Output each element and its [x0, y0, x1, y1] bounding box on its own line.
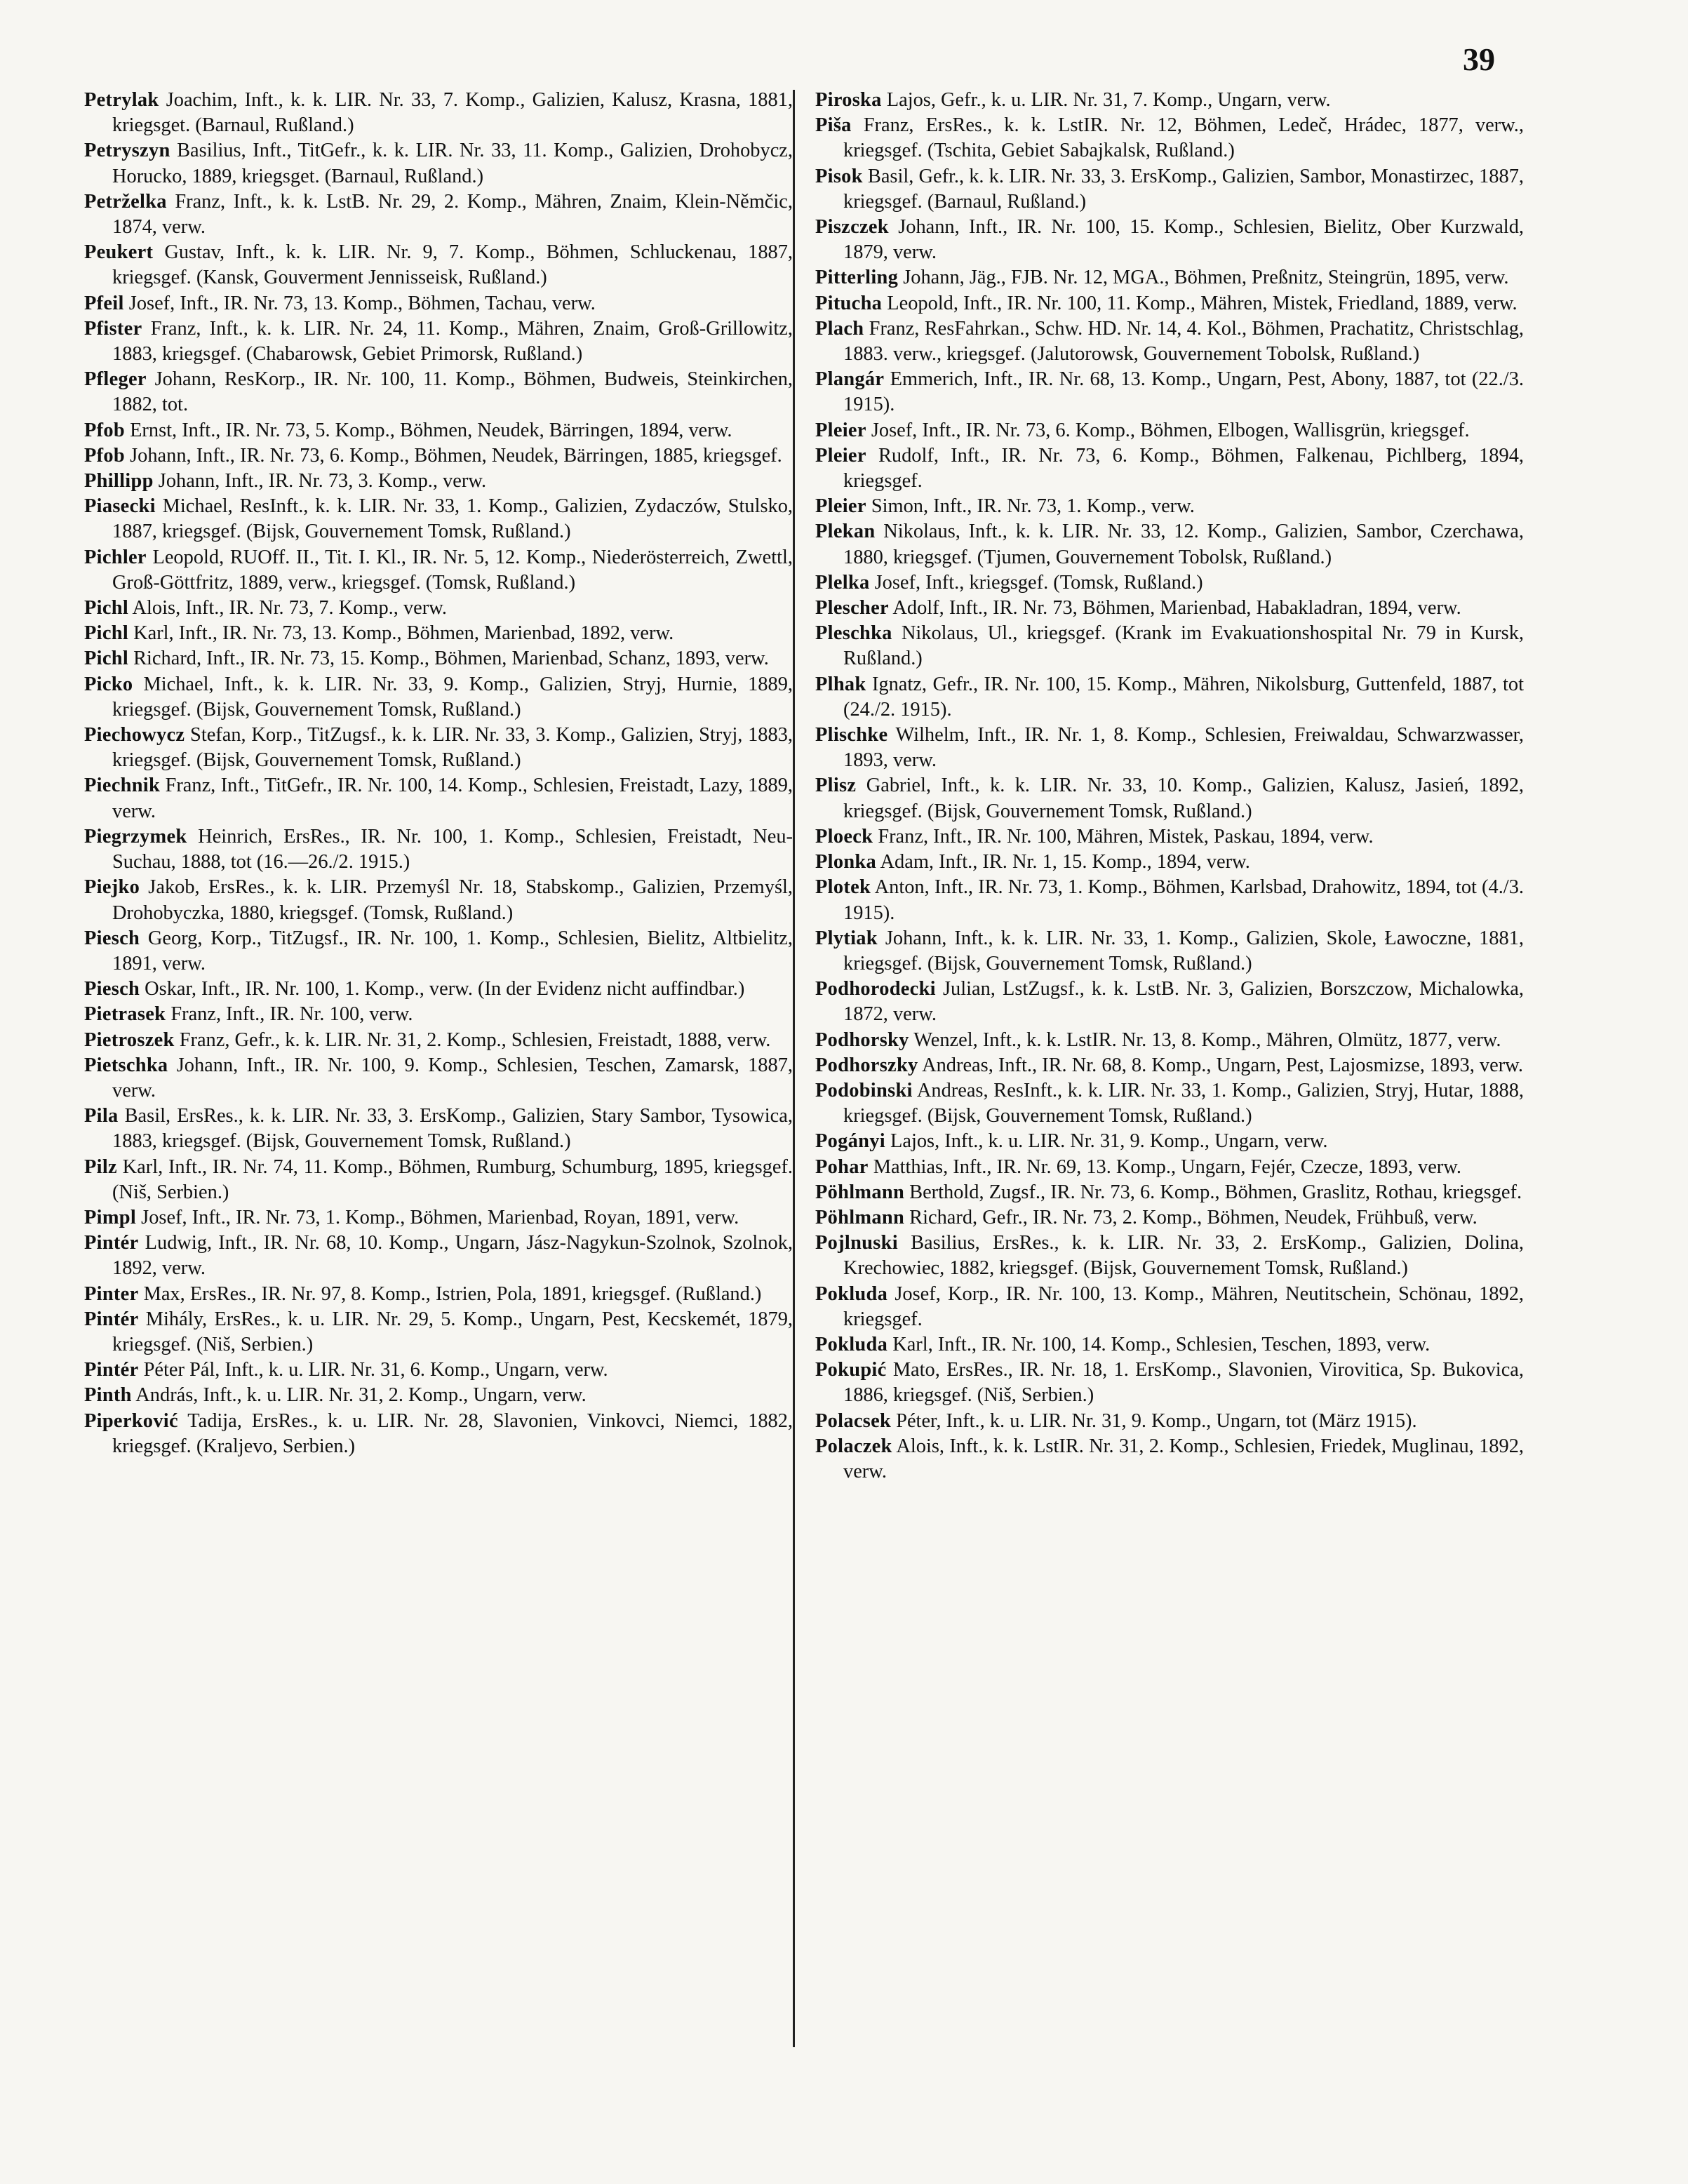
list-entry [815, 1205, 1524, 1231]
entry-surname: Plangár [815, 368, 885, 391]
list-entry [84, 443, 793, 469]
page-number: 39 [1463, 41, 1495, 77]
list-entry [815, 850, 1524, 875]
entry-details: Josef, Korp., IR. Nr. 100, 13. Komp., Mähren, Neutitschein, Schönau, 1892, kriegsgef. [843, 1282, 1524, 1330]
entry-surname: Pleier [815, 419, 866, 441]
list-entry [815, 570, 1524, 596]
entry-surname: Pokluda [815, 1282, 888, 1305]
entry-details: Ernst, Inft., IR. Nr. 73, 5. Komp., Böhmen, Neudek, Bärringen, 1894, verw. [124, 419, 732, 441]
list-entry [84, 1383, 793, 1408]
list-entry [84, 469, 793, 494]
entry-surname: Plonka [815, 851, 876, 873]
entry-details: Franz, Inft., IR. Nr. 100, verw. [166, 1003, 413, 1026]
entry-surname: Ploeck [815, 825, 873, 848]
entry-surname: Petrželka [84, 190, 167, 213]
entry-details: Julian, LstZugsf., k. k. LstB. Nr. 3, Galizien, Borszczow, Michalowka, 1872, verw. [843, 978, 1524, 1026]
entry-surname: Pogányi [815, 1130, 885, 1153]
list-entry [815, 824, 1524, 850]
list-entry [84, 545, 793, 596]
entry-details: Jakob, ErsRes., k. k. LIR. Przemyśl Nr. 18, Stabskomp., Galizien, Przemyśl, Drohobyczka, 1880, kriegsgef. (Tomsk, Rußland.) [112, 876, 793, 924]
entry-details: Basil, ErsRes., k. k. LIR. Nr. 33, 3. ErsKomp., Galizien, Stary Sambor, Tysowica, 1883, kriegsgef. (Bijsk, Gouvernement Tomsk, Rußland.) [112, 1105, 793, 1153]
entry-details: Lajos, Inft., k. u. LIR. Nr. 31, 9. Komp., Ungarn, verw. [885, 1130, 1328, 1153]
list-entry [815, 926, 1524, 977]
entry-details: Wilhelm, Inft., IR. Nr. 1, 8. Komp., Schlesien, Freiwaldau, Schwarzwasser, 1893, verw. [843, 724, 1524, 772]
entry-surname: Picko [84, 673, 133, 695]
entry-details: Tadija, ErsRes., k. u. LIR. Nr. 28, Slavonien, Vinkovci, Niemci, 1882, kriegsgef. (Kraljevo, Serbien.) [112, 1409, 793, 1457]
entry-surname: Pietroszek [84, 1029, 175, 1051]
list-entry [815, 164, 1524, 215]
entry-details: Andreas, ResInft., k. k. LIR. Nr. 33, 1. Komp., Galizien, Stryj, Hutar, 1888, kriegsgef. (Bijsk, Gouvernement Tomsk, Rußland.) [843, 1079, 1524, 1127]
entry-surname: Pila [84, 1105, 119, 1127]
entry-details: Emmerich, Inft., IR. Nr. 68, 13. Komp., Ungarn, Pest, Abony, 1887, tot (22./3. 1915). [843, 368, 1524, 416]
list-entry [815, 291, 1524, 316]
right-column [815, 88, 1524, 1485]
entry-surname: Plischke [815, 724, 888, 746]
entry-details: Max, ErsRes., IR. Nr. 97, 8. Komp., Istrien, Pola, 1891, kriegsgef. (Rußland.) [138, 1282, 762, 1305]
list-entry [815, 773, 1524, 824]
entry-surname: Pichler [84, 546, 147, 568]
entry-details: Johann, Inft., k. k. LIR. Nr. 33, 1. Komp., Galizien, Skole, Ławoczne, 1881, kriegsgef. (Bijsk, Gouvernement Tomsk, Rußland.) [843, 927, 1524, 974]
entry-details: Adam, Inft., IR. Nr. 1, 15. Komp., 1894, verw. [876, 851, 1250, 873]
entry-surname: Pichl [84, 648, 129, 670]
column-divider [793, 90, 795, 2047]
entry-surname: Piesch [84, 978, 140, 1000]
list-entry [815, 1409, 1524, 1434]
entry-surname: Pleschka [815, 622, 892, 645]
list-entry [815, 621, 1524, 671]
list-entry [815, 875, 1524, 925]
list-entry [84, 291, 793, 316]
list-entry [84, 926, 793, 977]
list-entry [815, 1434, 1524, 1485]
list-entry [815, 367, 1524, 417]
list-entry [84, 621, 793, 646]
list-entry [815, 977, 1524, 1027]
entry-surname: Pietrasek [84, 1003, 166, 1026]
entry-details: Johann, Jäg., FJB. Nr. 12, MGA., Böhmen, Preßnitz, Steingrün, 1895, verw. [898, 267, 1509, 289]
entry-surname: Pfeil [84, 292, 124, 314]
entry-surname: Pichl [84, 622, 129, 645]
entry-surname: Pimpl [84, 1206, 137, 1228]
entry-details: Leopold, RUOff. II., Tit. I. Kl., IR. Nr. 5, 12. Komp., Niederösterreich, Zwettl, Groß-Göttfritz, 1889, verw., kriegsgef. (Tomsk, Rußland.) [112, 546, 793, 594]
entry-surname: Podhorodecki [815, 978, 936, 1000]
entry-surname: Pleier [815, 495, 866, 518]
entry-details: Gustav, Inft., k. k. LIR. Nr. 9, 7. Komp., Böhmen, Schluckenau, 1887, kriegsgef. (Kansk, Gouverment Jennisseisk, Rußland.) [112, 241, 793, 289]
entry-surname: Pfob [84, 419, 125, 441]
entry-surname: Plhak [815, 673, 866, 695]
list-entry [84, 723, 793, 773]
list-entry [84, 138, 793, 189]
entry-surname: Plytiak [815, 927, 878, 949]
list-entry [84, 1155, 793, 1205]
entry-surname: Pintér [84, 1359, 139, 1381]
entry-surname: Podhorsky [815, 1029, 909, 1051]
entry-details: Franz, Gefr., k. k. LIR. Nr. 31, 2. Komp., Schlesien, Freistadt, 1888, verw. [174, 1029, 771, 1051]
entry-surname: Pfob [84, 444, 125, 467]
list-entry [815, 596, 1524, 621]
left-column [84, 88, 793, 1459]
list-entry [815, 1231, 1524, 1281]
list-entry [84, 646, 793, 671]
entry-surname: Pokupić [815, 1359, 887, 1381]
entry-surname: Plisz [815, 775, 857, 797]
entry-details: Andreas, Inft., IR. Nr. 68, 8. Komp., Ungarn, Pest, Lajosmizse, 1893, verw. [918, 1054, 1523, 1076]
entry-surname: Piegrzymek [84, 825, 187, 848]
list-entry [84, 1002, 793, 1027]
list-entry [84, 875, 793, 925]
list-entry [84, 596, 793, 621]
entry-details: Lajos, Gefr., k. u. LIR. Nr. 31, 7. Komp., Ungarn, verw. [881, 89, 1331, 111]
list-entry [84, 189, 793, 240]
list-entry [84, 88, 793, 138]
entry-surname: Polacsek [815, 1409, 892, 1432]
entry-surname: Pokluda [815, 1333, 888, 1355]
list-entry [815, 494, 1524, 519]
list-entry [84, 1231, 793, 1281]
entry-details: Michael, Inft., k. k. LIR. Nr. 33, 9. Komp., Galizien, Stryj, Hurnie, 1889, kriegsgef. (Bijsk, Gouvernement Tomsk, Rußland.) [112, 673, 793, 721]
entry-details: Matthias, Inft., IR. Nr. 69, 13. Komp., Ungarn, Fejér, Czecze, 1893, verw. [868, 1155, 1462, 1178]
list-entry [84, 367, 793, 417]
entry-details: Johann, ResKorp., IR. Nr. 100, 11. Komp., Böhmen, Budweis, Steinkirchen, 1882, tot. [112, 368, 793, 416]
entry-details: Adolf, Inft., IR. Nr. 73, Böhmen, Marienbad, Habakladran, 1894, verw. [888, 597, 1461, 619]
entry-surname: Pohar [815, 1155, 869, 1178]
entry-surname: Pintér [84, 1308, 139, 1330]
entry-surname: Podobinski [815, 1079, 913, 1101]
entry-surname: Plotek [815, 876, 871, 899]
entry-surname: Pietschka [84, 1054, 168, 1076]
list-entry [815, 1078, 1524, 1129]
entry-details: Wenzel, Inft., k. k. LstIR. Nr. 13, 8. Komp., Mähren, Olmütz, 1877, verw. [909, 1029, 1501, 1051]
entry-details: Alois, Inft., k. k. LstIR. Nr. 31, 2. Komp., Schlesien, Friedek, Muglinau, 1892, verw. [843, 1435, 1524, 1482]
entry-surname: Pintér [84, 1232, 139, 1254]
entry-details: Mato, ErsRes., IR. Nr. 18, 1. ErsKomp., Slavonien, Virovitica, Sp. Bukovica, 1886, kriegsgef. (Niš, Serbien.) [843, 1359, 1524, 1407]
list-entry [84, 773, 793, 824]
entry-surname: Pfleger [84, 368, 147, 391]
entry-surname: Pinth [84, 1384, 132, 1407]
entry-details: Oskar, Inft., IR. Nr. 100, 1. Komp., verw. (In der Evidenz nicht auffindbar.) [140, 978, 745, 1000]
entry-details: Leopold, Inft., IR. Nr. 100, 11. Komp., Mähren, Mistek, Friedland, 1889, verw. [882, 292, 1518, 314]
entry-surname: Piszczek [815, 216, 889, 239]
entry-details: Rudolf, Inft., IR. Nr. 73, 6. Komp., Böhmen, Falkenau, Pichlberg, 1894, kriegsgef. [843, 444, 1524, 493]
entry-surname: Pöhlmann [815, 1206, 905, 1228]
entry-details: Franz, ResFahrkan., Schw. HD. Nr. 14, 4. Kol., Böhmen, Prachatitz, Christschlag, 1883. verw., kriegsgef. (Jalutorowsk, Gouvernement Tobolsk, Rußland.) [843, 317, 1524, 366]
entry-details: Nikolaus, Ul., kriegsgef. (Krank im Evakuationshospital Nr. 79 in Kursk, Rußland.) [843, 622, 1524, 670]
entry-details: Simon, Inft., IR. Nr. 73, 1. Komp., verw. [866, 495, 1195, 518]
entry-surname: Polaczek [815, 1435, 892, 1457]
entry-surname: Piejko [84, 876, 140, 899]
entry-details: Ludwig, Inft., IR. Nr. 68, 10. Komp., Ungarn, Jász-Nagykun-Szolnok, Szolnok, 1892, verw. [112, 1232, 793, 1280]
list-entry [815, 1332, 1524, 1358]
list-entry [815, 316, 1524, 367]
entry-details: Ignatz, Gefr., IR. Nr. 100, 15. Komp., Mähren, Nikolsburg, Guttenfeld, 1887, tot (24./2. 1915). [843, 673, 1524, 721]
list-entry [84, 418, 793, 443]
list-entry [815, 443, 1524, 494]
entry-surname: Pitterling [815, 267, 899, 289]
list-entry [815, 215, 1524, 265]
entry-details: Péter, Inft., k. u. LIR. Nr. 31, 9. Komp., Ungarn, tot (März 1915). [891, 1409, 1417, 1432]
entry-details: Stefan, Korp., TitZugsf., k. k. LIR. Nr. 33, 3. Komp., Galizien, Stryj, 1883, kriegsgef. (Bijsk, Gouvernement Tomsk, Rußland.) [112, 724, 793, 772]
entry-details: Karl, Inft., IR. Nr. 74, 11. Komp., Böhmen, Rumburg, Schumburg, 1895, kriegsgef. (Niš, Serbien.) [112, 1155, 793, 1203]
entry-details: Richard, Inft., IR. Nr. 73, 15. Komp., Böhmen, Marienbad, Schanz, 1893, verw. [128, 648, 769, 670]
entry-surname: Podhorszky [815, 1054, 918, 1076]
entry-details: Richard, Gefr., IR. Nr. 73, 2. Komp., Böhmen, Neudek, Frühbuß, verw. [904, 1206, 1478, 1228]
entry-details: Franz, Inft., IR. Nr. 100, Mähren, Mistek, Paskau, 1894, verw. [873, 825, 1374, 848]
entry-details: Karl, Inft., IR. Nr. 73, 13. Komp., Böhmen, Marienbad, 1892, verw. [128, 622, 674, 645]
entry-details: Josef, Inft., IR. Nr. 73, 1. Komp., Böhmen, Marienbad, Royan, 1891, verw. [136, 1206, 739, 1228]
entry-details: Karl, Inft., IR. Nr. 100, 14. Komp., Schlesien, Teschen, 1893, verw. [887, 1333, 1431, 1355]
entry-surname: Piesch [84, 927, 140, 949]
list-entry [84, 240, 793, 290]
entry-surname: Peukert [84, 241, 154, 264]
entry-surname: Plach [815, 317, 864, 340]
entry-surname: Piechnik [84, 775, 161, 797]
list-entry [815, 519, 1524, 570]
entry-details: Basil, Gefr., k. k. LIR. Nr. 33, 3. ErsKomp., Galizien, Sambor, Monastirzec, 1887, kriegsgef. (Barnaul, Rußland.) [843, 165, 1524, 213]
list-entry [84, 1053, 793, 1104]
list-entry [815, 1129, 1524, 1154]
entry-surname: Pitucha [815, 292, 883, 314]
entry-details: Franz, Inft., TitGefr., IR. Nr. 100, 14. Komp., Schlesien, Freistadt, Lazy, 1889, verw. [112, 775, 793, 822]
entry-surname: Petryszyn [84, 140, 170, 162]
entry-details: Johann, Inft., IR. Nr. 100, 9. Komp., Schlesien, Teschen, Zamarsk, 1887, verw. [112, 1054, 793, 1101]
entry-details: Basilius, Inft., TitGefr., k. k. LIR. Nr. 33, 11. Komp., Galizien, Drohobycz, Horucko, 1889, kriegsget. (Barnaul, Rußland.) [112, 140, 793, 187]
list-entry [84, 1205, 793, 1231]
entry-surname: Piechowycz [84, 724, 185, 746]
entry-details: Anton, Inft., IR. Nr. 73, 1. Komp., Böhmen, Karlsbad, Drahowitz, 1894, tot (4./3. 1915). [843, 876, 1524, 924]
list-entry [84, 1307, 793, 1358]
entry-details: Johann, Inft., IR. Nr. 73, 3. Komp., verw. [153, 470, 487, 493]
entry-surname: Pöhlmann [815, 1181, 905, 1203]
list-entry [815, 1358, 1524, 1408]
list-entry [815, 1053, 1524, 1078]
entry-details: Georg, Korp., TitZugsf., IR. Nr. 100, 1. Komp., Schlesien, Bielitz, Altbielitz, 1891, verw. [112, 927, 793, 974]
list-entry [815, 672, 1524, 723]
list-entry [84, 1028, 793, 1053]
entry-details: Joachim, Inft., k. k. LIR. Nr. 33, 7. Komp., Galizien, Kalusz, Krasna, 1881, kriegsget. (Barnaul, Rußland.) [112, 89, 793, 137]
entry-details: Berthold, Zugsf., IR. Nr. 73, 6. Komp., Böhmen, Graslitz, Rothau, kriegsgef. [904, 1181, 1522, 1203]
entry-details: Franz, Inft., k. k. LstB. Nr. 29, 2. Komp., Mähren, Znaim, Klein-Němčic, 1874, verw. [112, 190, 793, 239]
list-entry [815, 1155, 1524, 1180]
list-entry [815, 1180, 1524, 1205]
entry-details: Josef, Inft., IR. Nr. 73, 13. Komp., Böhmen, Tachau, verw. [123, 292, 596, 314]
entry-details: Gabriel, Inft., k. k. LIR. Nr. 33, 10. Komp., Galizien, Kalusz, Jasień, 1892, kriegsgef. (Bijsk, Gouvernement Tomsk, Rußland.) [843, 775, 1524, 822]
list-entry [84, 1104, 793, 1154]
entry-details: Heinrich, ErsRes., IR. Nr. 100, 1. Komp., Schlesien, Freistadt, Neu-Suchau, 1888, tot (16.—26./2. 1915.) [112, 825, 793, 873]
entry-details: Alois, Inft., IR. Nr. 73, 7. Komp., verw. [128, 597, 447, 619]
entry-surname: Phillipp [84, 470, 154, 493]
list-entry [84, 977, 793, 1002]
list-entry [84, 316, 793, 367]
list-entry [815, 113, 1524, 163]
list-entry [815, 1282, 1524, 1332]
entry-surname: Plescher [815, 597, 889, 619]
entry-surname: Pinter [84, 1282, 139, 1305]
entry-details: András, Inft., k. u. LIR. Nr. 31, 2. Komp., Ungarn, verw. [131, 1384, 587, 1407]
entry-surname: Pisok [815, 165, 863, 187]
entry-surname: Petrylak [84, 89, 159, 111]
entry-surname: Plekan [815, 521, 876, 543]
list-entry [84, 1358, 793, 1383]
entry-details: Péter Pál, Inft., k. u. LIR. Nr. 31, 6. Komp., Ungarn, verw. [138, 1359, 608, 1381]
entry-details: Basilius, ErsRes., k. k. LIR. Nr. 33, 2. ErsKomp., Galizien, Dolina, Krechowiec, 1882, kriegsgef. (Bijsk, Gouvernement Tomsk, Rußland.) [843, 1232, 1524, 1280]
entry-surname: Plelka [815, 571, 870, 594]
list-entry [815, 418, 1524, 443]
entry-surname: Pojlnuski [815, 1232, 898, 1254]
list-entry [815, 723, 1524, 773]
list-entry [84, 1282, 793, 1307]
list-entry [84, 672, 793, 723]
list-entry [815, 1028, 1524, 1053]
entry-surname: Pichl [84, 597, 129, 619]
list-entry [815, 88, 1524, 113]
entry-details: Josef, Inft., kriegsgef. (Tomsk, Rußland.) [869, 571, 1203, 594]
entry-details: Nikolaus, Inft., k. k. LIR. Nr. 33, 12. Komp., Galizien, Sambor, Czerchawa, 1880, kriegsgef. (Tjumen, Gouvernement Tobolsk, Rußland.) [843, 521, 1524, 568]
entry-surname: Pleier [815, 444, 866, 467]
entry-details: Mihály, ErsRes., k. u. LIR. Nr. 29, 5. Komp., Ungarn, Pest, Kecskemét, 1879, kriegsgef. (Niš, Serbien.) [112, 1308, 793, 1355]
entry-surname: Piasecki [84, 495, 156, 518]
entry-surname: Piša [815, 114, 852, 137]
entry-surname: Piroska [815, 89, 882, 111]
entry-details: Johann, Inft., IR. Nr. 100, 15. Komp., Schlesien, Bielitz, Ober Kurzwald, 1879, verw. [843, 216, 1524, 264]
entry-details: Josef, Inft., IR. Nr. 73, 6. Komp., Böhmen, Elbogen, Wallisgrün, kriegsgef. [866, 419, 1470, 441]
entry-details: Johann, Inft., IR. Nr. 73, 6. Komp., Böhmen, Neudek, Bärringen, 1885, kriegsgef. [124, 444, 782, 467]
entry-details: Michael, ResInft., k. k. LIR. Nr. 33, 1. Komp., Galizien, Zydaczów, Stulsko, 1887, kriegsgef. (Bijsk, Gouvernement Tomsk, Rußland.) [112, 495, 793, 543]
entry-surname: Pilz [84, 1155, 117, 1178]
list-entry [815, 265, 1524, 290]
entry-surname: Piperković [84, 1409, 178, 1432]
entry-surname: Pfister [84, 317, 142, 340]
list-entry [84, 494, 793, 544]
entry-details: Franz, ErsRes., k. k. LstIR. Nr. 12, Böhmen, Ledeč, Hrádec, 1877, verw., kriegsgef. (Tschita, Gebiet Sabajkalsk, Rußland.) [843, 114, 1524, 162]
list-entry [84, 1409, 793, 1459]
list-entry [84, 824, 793, 875]
entry-details: Franz, Inft., k. k. LIR. Nr. 24, 11. Komp., Mähren, Znaim, Groß-Grillowitz, 1883, kriegsgef. (Chabarowsk, Gebiet Primorsk, Rußland.) [112, 317, 793, 366]
